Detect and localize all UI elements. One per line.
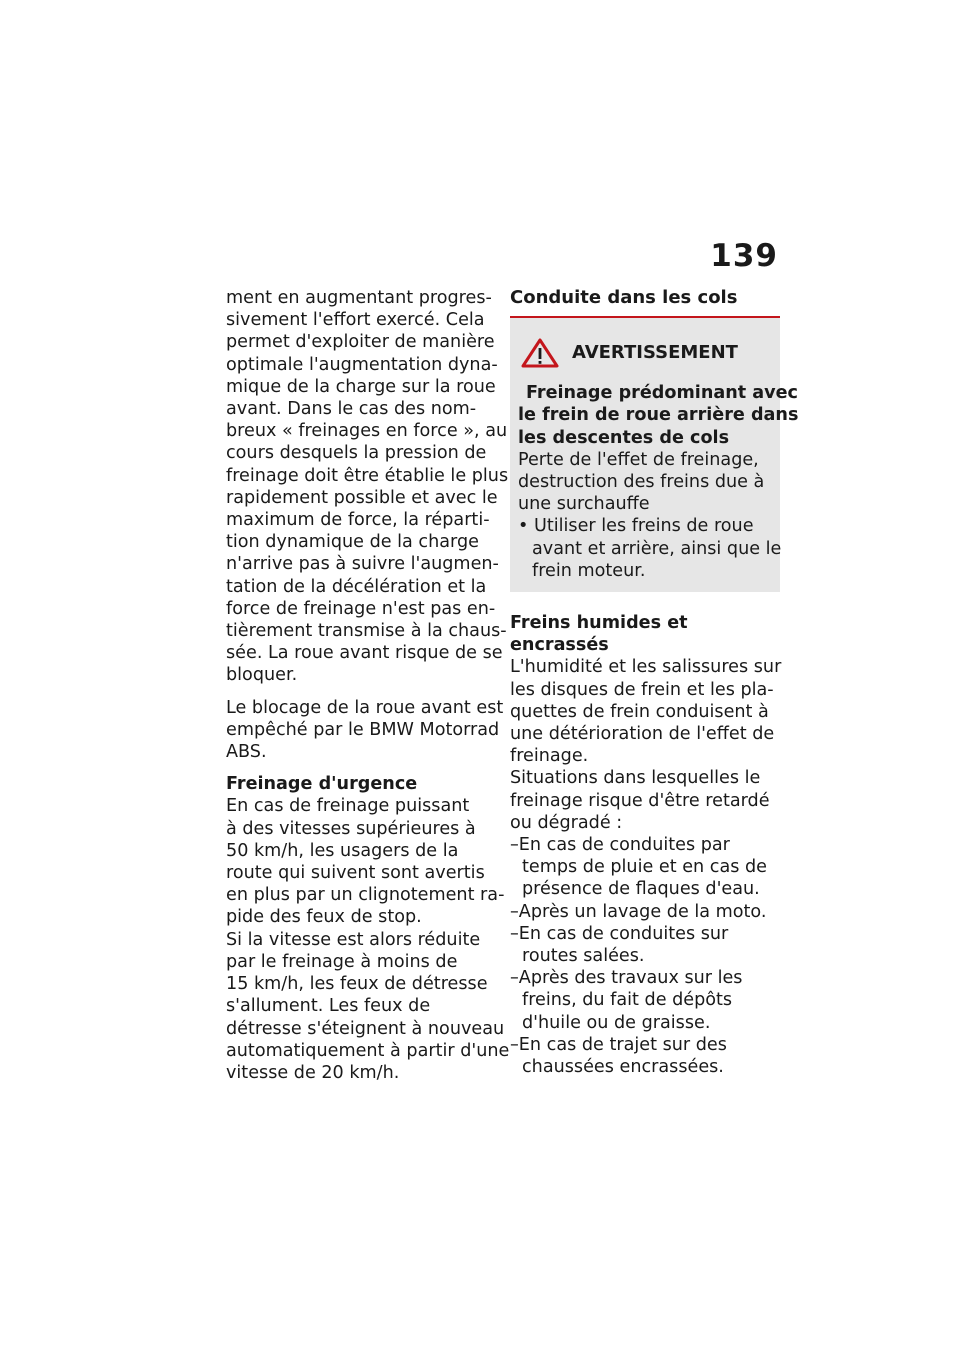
text-line: Freinage prédominant avec	[526, 383, 798, 404]
text-line: rapidement possible et avec le	[226, 487, 498, 508]
paragraph-emergency-braking	[226, 795, 510, 1084]
text-line: automatiquement à partir d'une	[226, 1040, 510, 1061]
text-line: avant. Dans le cas des nom-	[226, 399, 477, 420]
text-line: L'humidité et les salissures sur	[510, 657, 782, 678]
text-line: force de freinage n'est pas en-	[226, 598, 496, 619]
list-item: –En cas de conduites par	[510, 835, 730, 856]
heading-mountain-pass: Conduite dans les cols	[510, 287, 738, 308]
text-line: Le blocage de la roue avant est	[226, 697, 504, 718]
paragraph-abs	[226, 697, 504, 764]
text-line: pide des feux de stop.	[226, 907, 422, 928]
warning-header	[518, 338, 770, 368]
text-line: par le freinage à moins de	[226, 951, 458, 972]
text-line: une détérioration de l'effet de	[510, 724, 775, 745]
text-line: freinage doit être établie le plus	[226, 465, 509, 486]
text-line: freins, du fait de dépôts	[522, 990, 733, 1011]
warning-title: AVERTISSEMENT	[572, 342, 738, 364]
text-line: frein moteur.	[532, 560, 646, 581]
text-line: ou dégradé :	[510, 812, 623, 833]
warning-instruction	[518, 515, 782, 582]
text-line: Perte de l'effet de freinage,	[518, 449, 759, 470]
left-column	[226, 287, 510, 1094]
text-line: routes salées.	[522, 946, 645, 967]
text-line: n'arrive pas à suivre l'augmen-	[226, 554, 499, 575]
text-line: 50 km/h, les usagers de la	[226, 840, 459, 861]
situations-list	[510, 834, 780, 1078]
text-line: une surchauffe	[518, 494, 650, 515]
warning-box	[510, 318, 799, 592]
heading-wet-brakes: Freins humides et encrassés	[510, 613, 688, 656]
text-line: route qui suivent sont avertis	[226, 863, 485, 884]
text-line: Situations dans lesquelles le	[510, 768, 761, 789]
text-line: ABS.	[226, 742, 267, 763]
text-line: en plus par un clignotement ra-	[226, 885, 505, 906]
text-line: détresse s'éteignent à nouveau	[226, 1018, 505, 1039]
bullet-item: • Utiliser les freins de roue	[518, 516, 754, 537]
text-line: temps de pluie et en cas de	[522, 857, 767, 878]
list-item: –Après un lavage de la moto.	[510, 901, 767, 922]
paragraph-wet-brakes	[510, 656, 780, 834]
text-line: tièrement transmise à la chaus-	[226, 621, 507, 642]
text-line: mique de la charge sur la roue	[226, 376, 496, 397]
text-line: freinage.	[510, 746, 589, 767]
text-line: optimale l'augmentation dyna-	[226, 354, 498, 375]
text-line: maximum de force, la réparti-	[226, 510, 490, 531]
warning-consequence	[518, 449, 770, 516]
text-line: ment en augmentant progres-	[226, 288, 492, 308]
text-line: tation de la décélération et la	[226, 576, 487, 597]
text-line: vitesse de 20 km/h.	[226, 1062, 400, 1083]
text-line: s'allument. Les feux de	[226, 996, 431, 1017]
text-line: le frein de roue arrière dans	[518, 405, 799, 426]
list-item: –En cas de trajet sur des	[510, 1034, 727, 1055]
text-line: les disques de frein et les pla-	[510, 679, 774, 700]
right-column	[510, 287, 799, 1078]
text-line: destruction des freins due à	[518, 472, 765, 493]
text-line: En cas de freinage puissant	[226, 796, 470, 817]
heading-emergency-braking: Freinage d'urgence	[226, 774, 418, 795]
text-line: empêché par le BMW Motorrad	[226, 719, 500, 740]
text-line: chaussées encrassées.	[522, 1057, 724, 1078]
paragraph-braking-progressive	[226, 287, 509, 687]
text-line: cours desquels la pression de	[226, 443, 487, 464]
text-line: présence de flaques d'eau.	[522, 879, 760, 900]
text-line: freinage risque d'être retardé	[510, 790, 770, 811]
text-line: sivement l'effort exercé. Cela	[226, 310, 485, 331]
text-line: à des vitesses supérieures à	[226, 818, 476, 839]
text-line: breux « freinages en force », au	[226, 421, 508, 442]
text-line: 15 km/h, les feux de détresse	[226, 974, 488, 995]
warning-triangle-icon	[520, 338, 560, 368]
list-item: –Après des travaux sur les	[510, 968, 743, 989]
text-line: quettes de frein conduisent à	[510, 701, 769, 722]
text-line: sée. La roue avant risque de se	[226, 643, 503, 664]
text-line: tion dynamique de la charge	[226, 532, 479, 553]
text-line: d'huile ou de graisse.	[522, 1012, 711, 1033]
list-item: –En cas de conduites sur	[510, 923, 729, 944]
page-number: 139	[710, 238, 778, 274]
text-line: Si la vitesse est alors réduite	[226, 929, 481, 950]
warning-subject	[518, 382, 799, 449]
text-line: bloquer.	[226, 665, 298, 686]
text-line: permet d'exploiter de manière	[226, 332, 495, 353]
text-line: les descentes de cols	[518, 427, 730, 448]
text-line: avant et arrière, ainsi que le	[532, 538, 782, 559]
